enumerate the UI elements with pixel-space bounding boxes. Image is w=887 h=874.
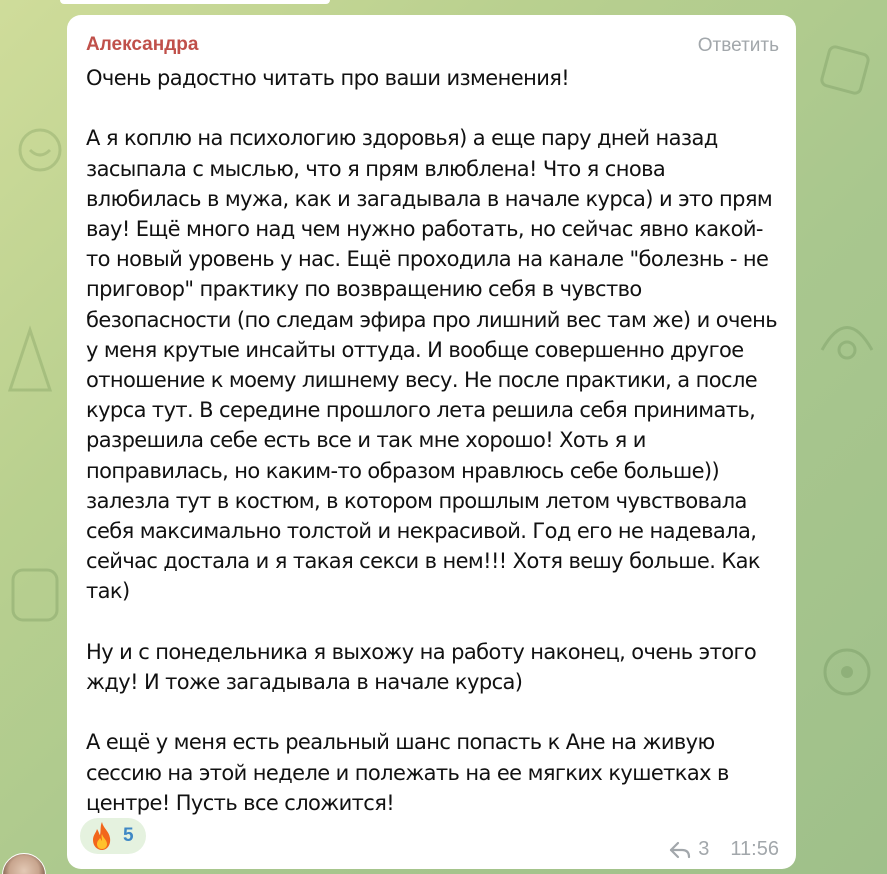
reply-button[interactable]: Ответить — [697, 35, 779, 56]
sender-name[interactable]: Александра — [86, 34, 199, 55]
message-meta — [669, 838, 779, 861]
message-paragraph: А я коплю на психологию здоровья) а еще пару дней назад засыпала с мыслью, что я прям влюблена! Что я снова влюбилась в мужа, как и загадывала в начале курса) и это прям вау! Ещё много над чем нужно работать, но сейчас явно какой-то новый уровень у нас. Ещё проходила на канале "болезнь - не приговор" практику по возвращению себя в чувство безопасности (по следам эфира про лишний вес там же) и очень у меня крутые инсайты оттуда. И вообще совершенно другое отношение к моему лишнему весу. Не после практики, а после курса тут. В середине прошлого лета решила себя принимать, разрешила себе есть все и так мне хорошо! Хоть я и поправилась, но каким-то образом нравлюсь себе больше)) залезла тут в костюм, в котором прошлым летом чувствовала себя максимально толстой и некрасивой. Год его не надевала, сейчас достала и я такая секси в нем!!! Хотя вешу больше. Как так) — [86, 126, 777, 604]
message-paragraph: Ну и с понедельника я выхожу на работу наконец, очень этого жду! И тоже загадывала в начале курса) — [86, 639, 757, 695]
fire-icon — [89, 821, 115, 851]
doodle-icon — [815, 40, 875, 100]
message-paragraph: Очень радостно читать про ваши изменения! — [86, 66, 570, 90]
doodle-icon — [815, 640, 880, 705]
reply-arrow-icon[interactable] — [669, 841, 691, 859]
message-time: 11:56 — [730, 838, 779, 860]
doodle-icon — [812, 300, 882, 370]
doodle-icon — [0, 320, 60, 400]
message-text — [86, 63, 786, 818]
replies-count[interactable]: 3 — [698, 838, 710, 860]
message-bubble[interactable] — [67, 15, 796, 869]
reaction-button[interactable] — [80, 818, 146, 854]
doodle-icon — [5, 560, 65, 630]
previous-message-edge — [60, 0, 330, 4]
message-paragraph: А ещё у меня есть реальный шанс попасть к Ане на живую сессию на этой неделе и полежать на ее мягких кушетках в центре! Пусть все сложится! — [86, 730, 729, 815]
reaction-count: 5 — [123, 825, 134, 846]
doodle-icon — [10, 120, 70, 180]
